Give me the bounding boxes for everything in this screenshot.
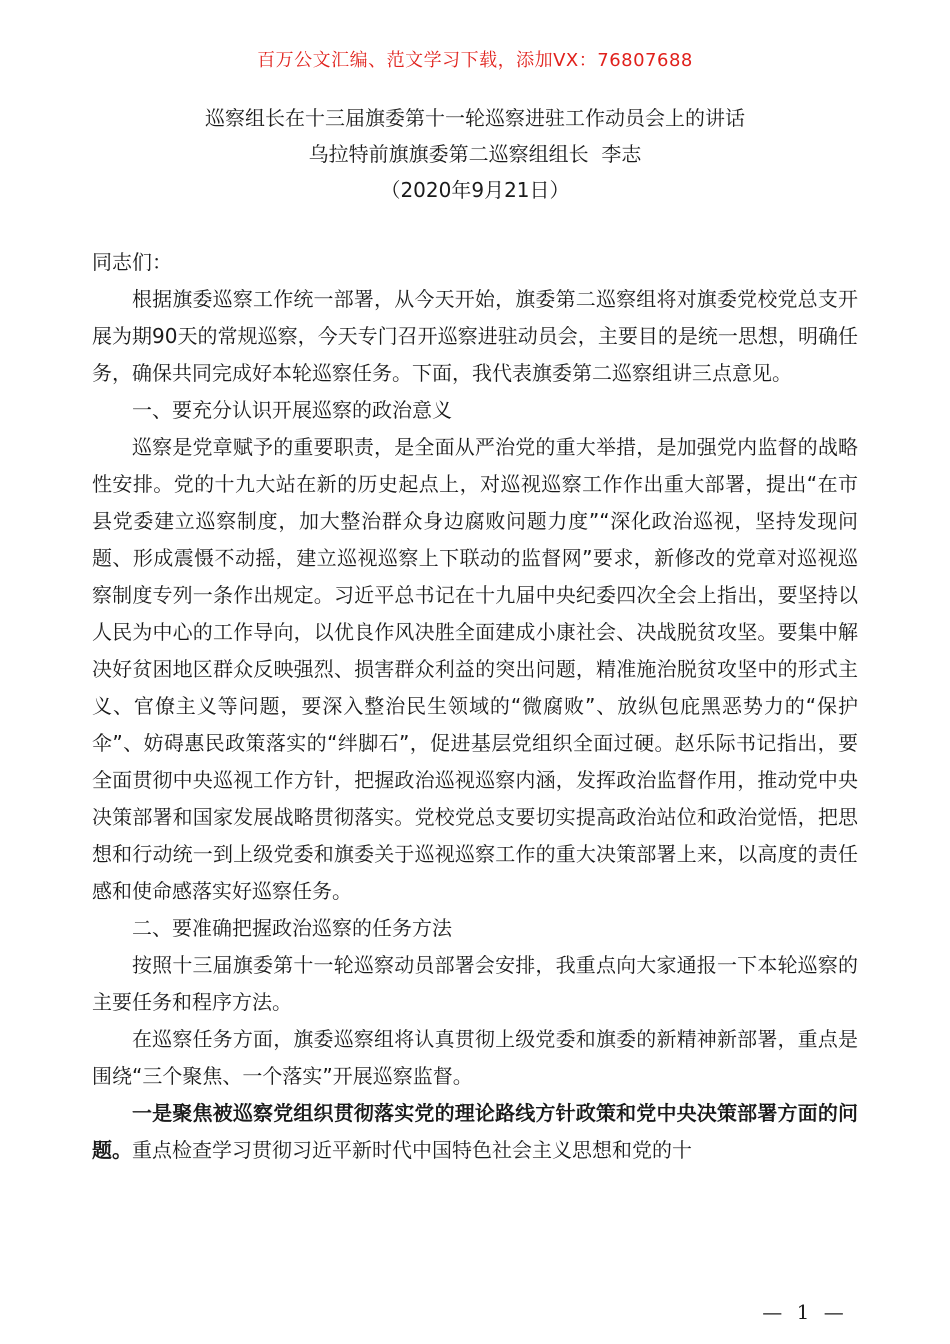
- section-heading-2: 二、要准确把握政治巡察的任务方法: [132, 916, 452, 940]
- paragraph-political-significance: 巡察是党章赋予的重要职责，是全面从严治党的重大举措，是加强党内监督的战略性安排。党的十九大站在新的历史起点上，对巡视巡察工作作出重大部署，提出“在市县党委建立巡察制度，加大整治群众身边腐败问题力度”“深化政治巡视，坚持发现问题、形成震慑不动摇，建立巡视巡察上下联动的监督网”要求，新修改的党章对巡视巡察制度专列一条作出规定。习近平总书记在十九届中央纪委四次全会上指出，要坚持以人民为中心的工作导向，以优良作风决胜全面建成小康社会、决战脱贫攻坚。要集中解决好贫困地区群众反映强烈、损害群众利益的突出问题，精准施治脱贫攻坚中的形式主义、官僚主义等问题，要深入整治民生领域的“微腐败”、放纵包庇黑恶势力的“保护伞”、妨碍惠民政策落实的“绊脚石”，促进基层党组织全面过硬。赵乐际书记指出，要全面贯彻中央巡视工作方针，把握政治巡视巡察内涵，发挥政治监督作用，推动党中央决策部署和国家发展战略贯彻落实。党校党总支要切实提高政治站位和政治觉悟，把思想和行动统一到上级党委和旗委关于巡视巡察工作的重大决策部署上来，以高度的责任感和使命感落实好巡察任务。: [92, 435, 858, 903]
- header-banner: 百万公文汇编、范文学习下载，添加VX：76807688: [257, 50, 693, 71]
- salutation: 同志们：: [92, 250, 172, 274]
- focus-one-lead: 一是聚焦被巡察党组织贯彻落实党的理论路线方针政策和党中央决策部署方面的问题。: [92, 1101, 858, 1162]
- document-title: 巡察组长在十三届旗委第十一轮巡察进驻工作动员会上的讲话: [205, 106, 745, 130]
- paragraph-tasks-focus: 在巡察任务方面，旗委巡察组将认真贯彻上级党委和旗委的新精神新部署，重点是围绕“三个聚焦、一个落实”开展巡察监督。: [92, 1027, 858, 1088]
- document-title-block: [0, 100, 950, 208]
- speaker-line: 乌拉特前旗旗委第二巡察组组长 李志: [308, 142, 642, 166]
- section-heading-1: 一、要充分认识开展巡察的政治意义: [132, 398, 452, 422]
- focus-one-text: 重点检查学习贯彻习近平新时代中国特色社会主义思想和党的十: [132, 1138, 692, 1162]
- paragraph-focus-one: [92, 1095, 858, 1169]
- speech-date: （2020年9月21日）: [380, 178, 570, 202]
- paragraph-intro: 根据旗委巡察工作统一部署，从今天开始，旗委第二巡察组将对旗委党校党总支开展为期90天的常规巡察，今天专门召开巡察进驻动员会，主要目的是统一思想，明确任务，确保共同完成好本轮巡察任务。下面，我代表旗委第二巡察组讲三点意见。: [92, 287, 858, 385]
- paragraph-tasks-intro: 按照十三届旗委第十一轮巡察动员部署会安排，我重点向大家通报一下本轮巡察的主要任务和程序方法。: [92, 953, 858, 1014]
- page-number: — 1 —: [762, 1300, 848, 1324]
- document-body: [92, 244, 858, 1169]
